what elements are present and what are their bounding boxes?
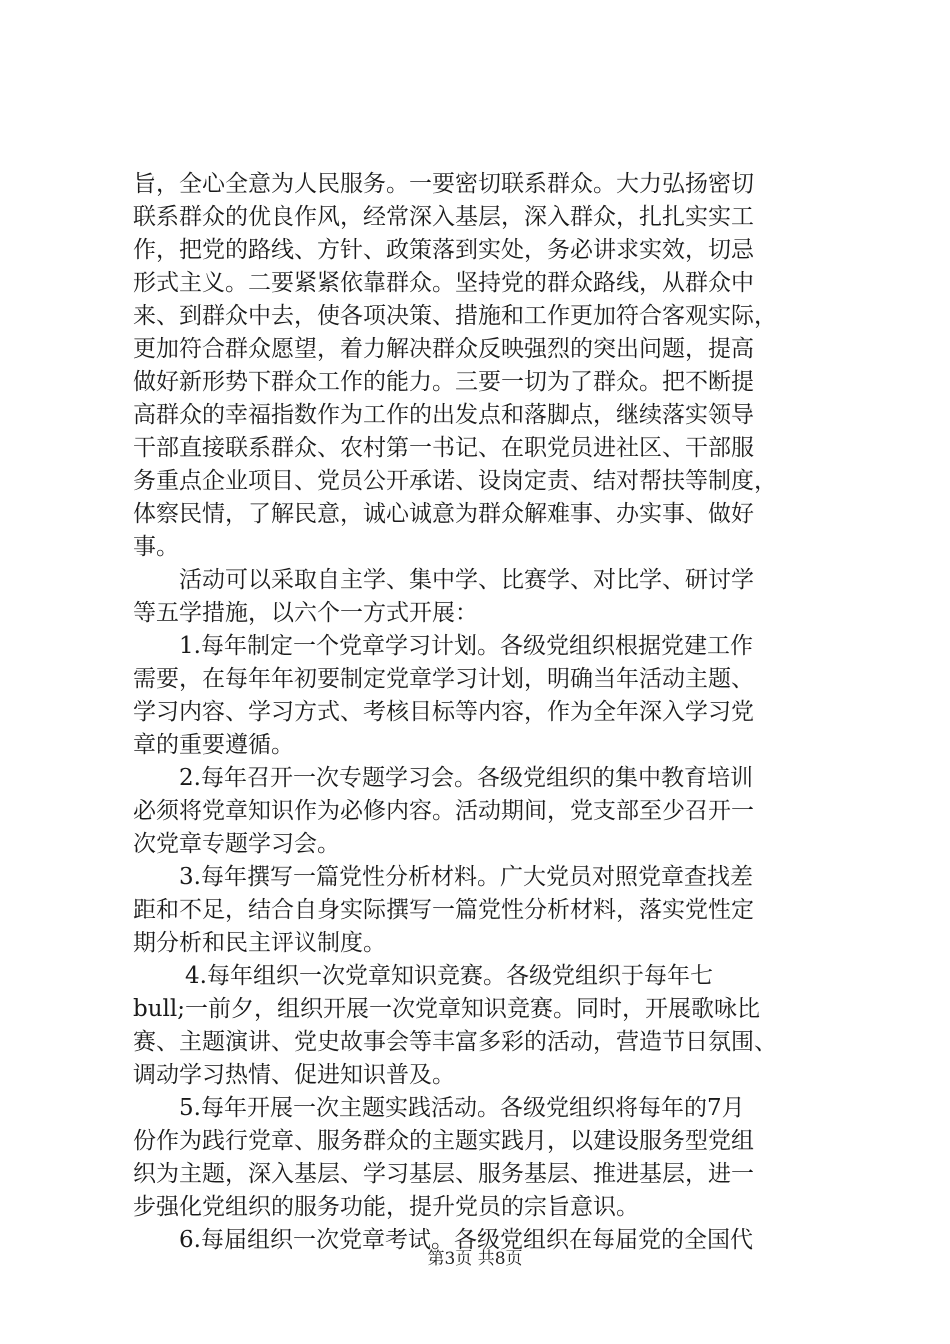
text-line: 需要，在每年年初要制定党章学习计划，明确当年活动主题、: [133, 666, 754, 692]
text-line: 体察民情，了解民意，诚心诚意为群众解难事、办实事、做好: [133, 501, 754, 527]
text-line: 来、到群众中去，使各项决策、措施和工作更加符合客观实际，: [133, 303, 777, 329]
text-line: bull;一前夕，组织开展一次党章知识竞赛。同时，开展歌咏比: [133, 996, 760, 1022]
page-number-footer: 第3页 共8页: [427, 1249, 523, 1269]
text-line: 形式主义。二要紧紧依靠群众。坚持党的群众路线，从群众中: [133, 270, 754, 296]
text-line: 章的重要遵循。: [133, 732, 294, 758]
text-line: 干部直接联系群众、农村第一书记、在职党员进社区、干部服: [133, 435, 754, 461]
text-line: 旨，全心全意为人民服务。一要密切联系群众。大力弘扬密切: [133, 171, 754, 197]
text-line: 更加符合群众愿望，着力解决群众反映强烈的突出问题，提高: [133, 336, 754, 362]
list-item-3-start: 3.每年撰写一篇党性分析材料。广大党员对照党章查找差: [179, 864, 753, 890]
text-line: 等五学措施，以六个一方式开展：: [133, 600, 478, 626]
list-item-1-start: 1.每年制定一个党章学习计划。各级党组织根据党建工作: [179, 633, 753, 659]
text-line: 联系群众的优良作风，经常深入基层，深入群众，扎扎实实工: [133, 204, 754, 230]
text-line: 期分析和民主评议制度。: [133, 930, 386, 956]
text-line: 赛、主题演讲、党史故事会等丰富多彩的活动，营造节日氛围、: [133, 1029, 777, 1055]
text-line: 务重点企业项目、党员公开承诺、设岗定责、结对帮扶等制度，: [133, 468, 777, 494]
text-line: 织为主题，深入基层、学习基层、服务基层、推进基层，进一: [133, 1161, 754, 1187]
list-item-4-start: 4.每年组织一次党章知识竞赛。各级党组织于每年七: [185, 963, 713, 989]
text-line: 次党章专题学习会。: [133, 831, 340, 857]
list-item-6-start: 6.每届组织一次党章考试。各级党组织在每届党的全国代: [179, 1227, 753, 1253]
text-line: 事。: [133, 534, 179, 560]
text-line: 学习内容、学习方式、考核目标等内容，作为全年深入学习党: [133, 699, 754, 725]
text-line: 必须将党章知识作为必修内容。活动期间，党支部至少召开一: [133, 798, 754, 824]
text-line: 步强化党组织的服务功能，提升党员的宗旨意识。: [133, 1194, 639, 1220]
text-line: 作，把党的路线、方针、政策落到实处，务必讲求实效，切忌: [133, 237, 754, 263]
text-line: 距和不足，结合自身实际撰写一篇党性分析材料，落实党性定: [133, 897, 754, 923]
list-item-5-start: 5.每年开展一次主题实践活动。各级党组织将每年的7月: [179, 1095, 745, 1121]
document-body: [133, 168, 833, 1257]
list-item-2-start: 2.每年召开一次专题学习会。各级党组织的集中教育培训: [179, 765, 753, 791]
text-line: 调动学习热情、促进知识普及。: [133, 1062, 455, 1088]
text-line: 高群众的幸福指数作为工作的出发点和落脚点，继续落实领导: [133, 402, 754, 428]
text-line: 份作为践行党章、服务群众的主题实践月，以建设服务型党组: [133, 1128, 754, 1154]
text-line: 做好新形势下群众工作的能力。三要一切为了群众。把不断提: [133, 369, 754, 395]
paragraph-start-line: 活动可以采取自主学、集中学、比赛学、对比学、研讨学: [179, 567, 754, 593]
